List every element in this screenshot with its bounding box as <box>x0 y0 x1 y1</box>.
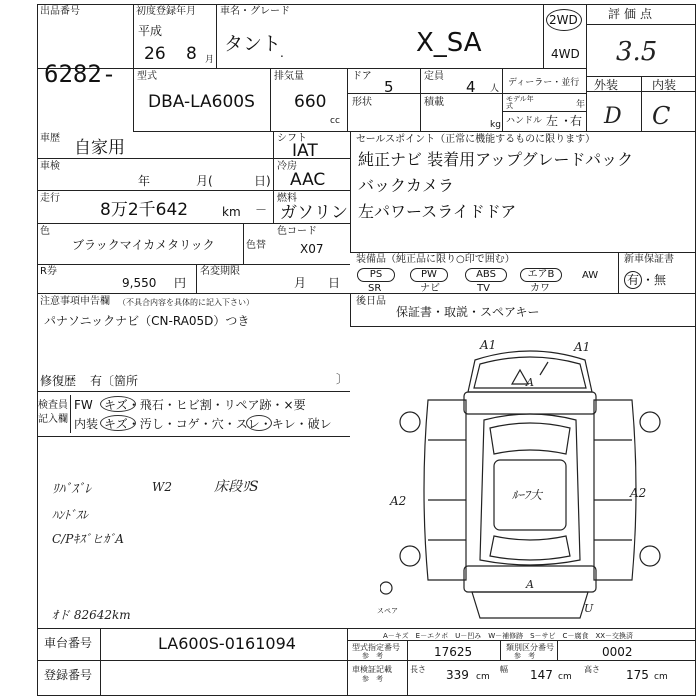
drive-4wd: 4WD <box>551 47 580 61</box>
sales-point-1: 純正ナビ 装着用アップグレードパック <box>358 150 634 169</box>
sales-points-label: セールスポイント（正常に機能するものに限ります） <box>356 134 596 145</box>
registration-month: 8 <box>186 44 197 64</box>
diagram-mark-a2: A2 <box>390 494 407 508</box>
designation-label: 型式指定番号 <box>352 643 400 652</box>
era-label: 平成 <box>138 24 163 38</box>
new-warranty-label: 新車保証書 <box>624 254 674 265</box>
handwritten-remark-5: C/PｷｽﾞヒｶﾞA <box>52 532 124 546</box>
diagram-mark-a-rear: A <box>526 578 534 591</box>
lot-number-label: 出品番号 <box>40 6 80 17</box>
lot-number: 6282- <box>44 60 117 88</box>
fuel-value: ガソリン <box>280 203 348 223</box>
equip-pw: PW <box>410 268 448 282</box>
diagram-mark-a1b: A1 <box>574 340 591 354</box>
score-value: 3.5 <box>616 37 658 67</box>
sales-point-3: 左パワースライドドア <box>358 202 517 221</box>
diagram-mark-roof: ﾙｰﾌ大 <box>512 488 543 502</box>
registration-date-label: 初度登録年月 <box>136 6 196 17</box>
load-label: 積載 <box>424 97 444 108</box>
interior-row-prefix: 内装 <box>74 417 99 431</box>
fw-row-prefix: FW <box>74 398 93 412</box>
handwritten-remark-2: W2 <box>152 480 172 494</box>
fuel-label: 燃料 <box>277 193 297 204</box>
color-value: ブラックマイカメタリック <box>72 238 215 252</box>
equip-airbag: エアB <box>520 268 562 282</box>
height-value: 175 <box>626 668 649 682</box>
doors-value: 5 <box>384 78 394 96</box>
ac-label: 冷房 <box>277 161 297 172</box>
handle-right: 右 <box>570 114 583 128</box>
recycle-value: 9,550 <box>122 276 157 290</box>
handwritten-remark-1: ﾘﾊﾞｽﾞﾚ <box>52 482 91 497</box>
color-code-label: 色コード <box>277 226 317 237</box>
warranty-no: 無 <box>654 273 667 287</box>
chassis-label: 車台番号 <box>44 636 93 650</box>
equip-navi: ナビ <box>420 283 440 294</box>
category-number: 0002 <box>602 645 633 659</box>
handwritten-remark-4: ﾊﾝﾄﾞｽﾚ <box>52 508 89 522</box>
interior-score: C <box>652 102 671 130</box>
shift-label: シフト <box>277 133 307 144</box>
diagram-mark-a1: A1 <box>480 338 497 352</box>
shape-label: 形状 <box>352 97 372 108</box>
history-value: 自家用 <box>74 138 125 158</box>
interior-row-items: キズ・汚し・コゲ・穴・スレ・キレ・破レ <box>104 417 332 431</box>
registration-year: 26 <box>144 44 166 64</box>
score-label: 評価点 <box>608 7 657 21</box>
category-label: 類別区分番号 <box>506 643 554 652</box>
equip-sr: SR <box>368 283 382 294</box>
capacity-label: 定員 <box>424 71 444 82</box>
mileage-value: 8万2千642 <box>100 200 189 220</box>
handwritten-remark-3: 床段ﾘS <box>214 479 259 495</box>
diagram-mark-a2b: A2 <box>630 486 647 500</box>
accessories-value: 保証書・取説・スペアキー <box>396 305 540 319</box>
ac-value: AAC <box>290 170 326 190</box>
notes-value: パナソニックナビ（CN-RA05D）つき <box>44 314 250 328</box>
model-grade-label: 車名・グレード <box>220 6 290 17</box>
equip-leather: カワ <box>530 283 550 294</box>
displacement-label: 排気量 <box>274 71 304 82</box>
name-change-label: 名変期限 <box>200 266 240 277</box>
displacement-value: 660 <box>294 92 327 112</box>
inspector-label: 検査員 <box>38 400 68 411</box>
dimensions-label: 車検証記載 <box>352 665 392 674</box>
type-value: DBA-LA600S <box>148 92 255 112</box>
handle-left: 左 <box>546 114 559 128</box>
length-value: 339 <box>446 668 469 682</box>
exterior-score: D <box>604 104 622 129</box>
grade: X_SA <box>416 28 482 58</box>
equip-tv: TV <box>477 283 490 294</box>
exterior-label: 外装 <box>594 78 619 92</box>
type-label: 型式 <box>137 71 157 82</box>
dealer-label: ディーラー・並行 <box>508 78 580 88</box>
inspection-label: 車検 <box>40 161 60 172</box>
designation-number: 17625 <box>434 645 473 659</box>
auction-sheet: 出品番号 6282- 初度登録年月 平成 26 8 月 車名・グレード タント . X_SA 2WD 4WD 評価点 3.5 外装 内装 D C 型式 DBA-LA600S 排気量 660 cc ドア 5 定員 4 人 形状 積載 kg ディーラー・並行 モデル年式 年 ハンドル 左 ・ 右 車歴 自家用 シフト IAT 車検 年 月( 日) 冷房 AAC 走行 8万2千642 km － 燃料 ガソリン 色 ブラックマイカメタリック 色替 色コード X07 R券 9,550 円 名変期限 月 日 セールスポイント（正常に機能するものに限ります） 純正ナビ 装着用アップグレードパック バックカメラ 左パワースライドドア 装備品（純正品に限り○印で囲む） 新車保証書 PS PW ABS エアB AW SR ナビ TV カワ 有 ・ 無 後日品 保証書・取説・スペアキー 注意事項申告欄 （不具合内容を具体的に記入下さい） パナソニックナビ（CN-RA05D）つき 修復歴 有〔箇所 〕 検査員 記入欄 FW キズ・飛石・ヒビ割・リペア跡・×要 内装 キズ・汚し・コゲ・穴・スレ・キレ・破レ ﾘﾊﾞｽﾞﾚ W2 床段ﾘS ﾊﾝﾄﾞｽﾚ C/PｷｽﾞヒｶﾞA ｵド 82642km A1 A1 A2 A2 ﾙｰﾌ大 A A U スペア A－キズ E－エクボ U－凹み W－補修跡 S－サビ C－腐食 XX－交換済 車台番号 LA600S-0161094 登録番号 型式指定番号 参 考 17625 類別区分番号 参 考 0002 車検証記載 参 考 長さ 339 cm 幅 147 cm 高さ 175 cm <box>0 0 700 700</box>
model-year-label: モデル年式 <box>506 95 534 110</box>
history-label: 車歴 <box>40 133 60 144</box>
capacity-value: 4 <box>466 78 476 96</box>
repair-history-label: 修復歴 <box>40 374 77 388</box>
width-value: 147 <box>530 668 553 682</box>
equip-abs: ABS <box>465 268 507 282</box>
shift-value: IAT <box>292 141 318 161</box>
doors-label: ドア <box>352 71 372 82</box>
diagram-mark-u: U <box>584 602 594 615</box>
equipment-label: 装備品（純正品に限り○印で囲む） <box>356 254 515 265</box>
equip-aw: AW <box>582 270 599 281</box>
recycle-label: R券 <box>40 266 57 277</box>
equip-ps: PS <box>357 268 395 282</box>
registration-number-label: 登録番号 <box>44 668 93 682</box>
warranty-yes: 有 <box>627 273 640 287</box>
color-code-value: X07 <box>300 242 324 256</box>
chassis-number: LA600S-0161094 <box>158 634 296 653</box>
diagram-mark-a: A <box>526 376 534 389</box>
damage-legend: A－キズ E－エクボ U－凹み W－補修跡 S－サビ C－腐食 XX－交換済 <box>383 632 634 640</box>
drive-2wd: 2WD <box>549 13 578 27</box>
color-label: 色 <box>40 226 50 237</box>
repair-history-value: 有〔箇所 <box>90 374 139 388</box>
accessories-label: 後日品 <box>356 296 386 307</box>
interior-label: 内装 <box>652 78 677 92</box>
fw-row-items: キズ・飛石・ヒビ割・リペア跡・×要 <box>104 398 306 412</box>
notes-label: 注意事項申告欄 <box>40 296 110 307</box>
mileage-label: 走行 <box>40 193 60 204</box>
color-swap-label: 色替 <box>246 240 266 251</box>
model-name: タント <box>224 33 282 55</box>
sales-point-2: バックカメラ <box>358 176 455 195</box>
handle-label: ハンドル <box>506 116 543 126</box>
spare-label: スペア <box>377 607 398 615</box>
handwritten-odometer: ｵド 82642km <box>52 608 131 622</box>
